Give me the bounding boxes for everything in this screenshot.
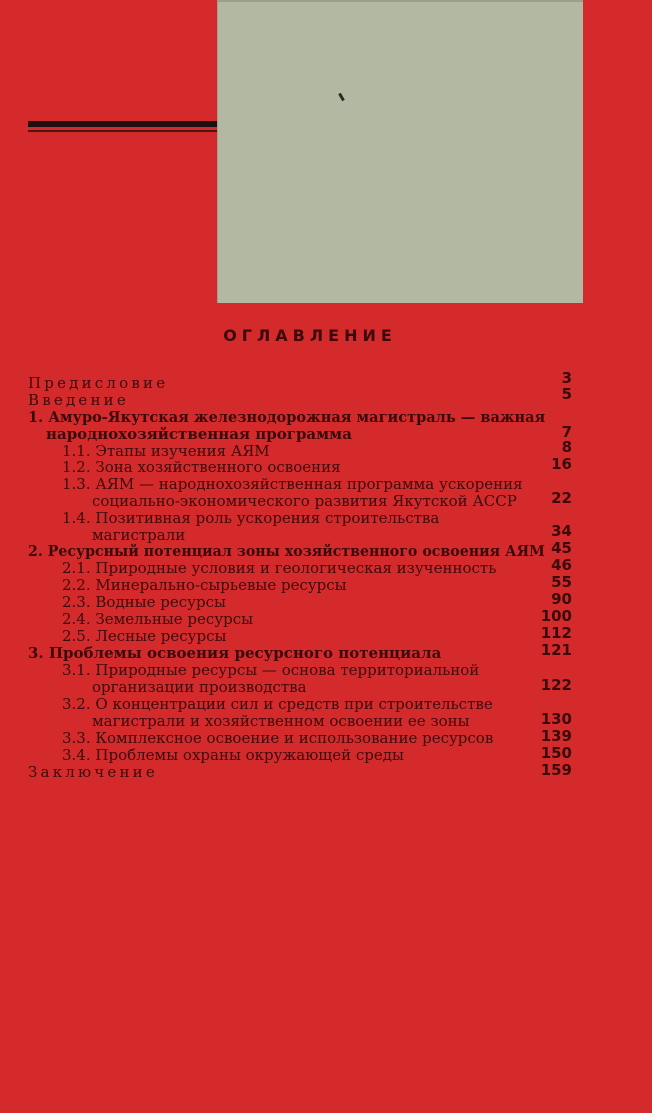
toc-entry-1-4-cont: магистрали — [92, 526, 186, 544]
page-number: 100 — [540, 607, 572, 625]
toc-entry-1-3: 1.3. АЯМ — народнохозяйственная программа ускорения — [62, 475, 523, 493]
page-number: 130 — [540, 710, 572, 728]
toc-title: ОГЛАВЛЕНИЕ — [223, 326, 397, 345]
toc-entry-2-1: 2.1. Природные условия и геологическая изученность — [62, 559, 497, 577]
toc-entry-preface: Предисловие — [28, 374, 169, 392]
toc-entry-1-2: 1.2. Зона хозяйственного освоения — [62, 458, 341, 476]
toc-entry-chapter-2: 2. Ресурсный потенциал зоны хозяйственного освоения АЯМ — [28, 542, 545, 560]
toc-entry-chapter-1: 1. Амуро-Якутская железнодорожная магистраль — важная — [28, 408, 546, 426]
page-number: 121 — [540, 641, 572, 659]
page-number: 45 — [551, 539, 572, 557]
toc-entry-conclusion: Заключение — [28, 763, 158, 781]
page-number: 55 — [551, 573, 572, 591]
page-number: 122 — [540, 676, 572, 694]
page-number: 8 — [561, 438, 572, 456]
toc-entry-3-2-cont: магистрали и хозяйственном освоении ее зоны — [92, 712, 470, 730]
page-number: 90 — [551, 590, 572, 608]
toc-entry-chapter-3: 3. Проблемы освоения ресурсного потенциала — [28, 644, 442, 662]
toc-entry-2-5: 2.5. Лесные ресурсы — [62, 627, 227, 645]
toc-entry-3-4: 3.4. Проблемы охраны окружающей среды — [62, 746, 404, 764]
page-number: 22 — [551, 489, 572, 507]
toc-entry-3-3: 3.3. Комплексное освоение и использование ресурсов — [62, 729, 494, 747]
page-number: 5 — [561, 385, 572, 403]
page-number: 7 — [561, 423, 572, 441]
page-number: 16 — [551, 455, 572, 473]
toc-entry-1-1: 1.1. Этапы изучения АЯМ — [62, 442, 270, 460]
page-number: 139 — [540, 727, 572, 745]
toc-entry-3-1-cont: организации производства — [92, 678, 307, 696]
toc-entry-3-2: 3.2. О концентрации сил и средств при строительстве — [62, 695, 493, 713]
page-number: 3 — [561, 369, 572, 387]
toc-entry-2-4: 2.4. Земельные ресурсы — [62, 610, 254, 628]
toc-entry-1-4: 1.4. Позитивная роль ускорения строительства — [62, 509, 440, 527]
toc-entry-3-1: 3.1. Природные ресурсы — основа территориальной — [62, 661, 480, 679]
toc-entry-1-3-cont: социально-экономического развития Якутской АССР — [92, 492, 517, 510]
page-number: 150 — [540, 744, 572, 762]
toc-entry-chapter-1-cont: народнохозяйственная программа — [46, 425, 352, 443]
page-number: 34 — [551, 522, 572, 540]
page-number: 159 — [540, 761, 572, 779]
toc-entry-2-3: 2.3. Водные ресурсы — [62, 593, 226, 611]
toc-entry-introduction: Введение — [28, 391, 129, 409]
toc-entry-2-2: 2.2. Минерально-сырьевые ресурсы — [62, 576, 347, 594]
page-number: 46 — [551, 556, 572, 574]
page-number: 112 — [540, 624, 572, 642]
